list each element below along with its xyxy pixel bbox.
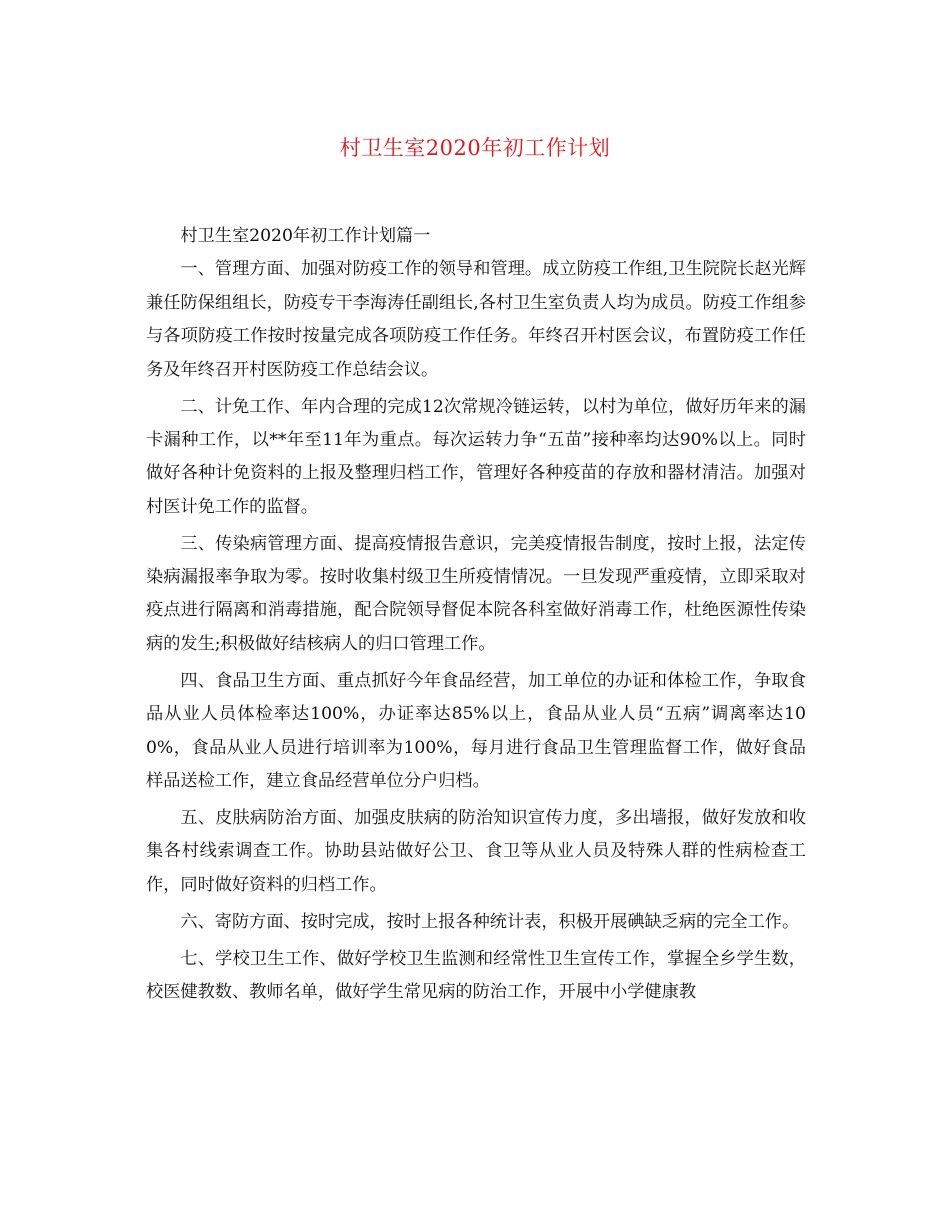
paragraph-parasite-prevention: 六、寄防方面、按时完成，按时上报各种统计表，积极开展碘缺乏病的完全工作。 xyxy=(180,911,800,932)
paragraph-skin-disease: 五、皮肤病防治方面、加强皮肤病的防治知识宣传力度，多出墙报，做好发放和收集各村线索调查工作。协助县站做好公卫、食卫等从业人员及特殊人群的性病检查工作，同时做好资料的归档工作。 xyxy=(146,807,806,895)
paragraph-immunization: 二、计免工作、年内合理的完成12次常规冷链运转，以村为单位，做好历年来的漏卡漏种工作，以**年至11年为重点。每次运转力争“五苗”接种率均达90%以上。同时做好各种计免资料的上报及整理归档工作，管理好各种疫苗的存放和器材清洁。加强对村医计免工作的监督。 xyxy=(146,396,806,517)
document-body xyxy=(146,220,806,1013)
document-title: 村卫生室2020年初工作计划 xyxy=(339,136,611,160)
paragraph-food-hygiene: 四、食品卫生方面、重点抓好今年食品经营，加工单位的办证和体检工作，争取食品从业人员体检率达100%，办证率达85%以上，食品从业人员“五病”调离率达100%，食品从业人员进行培训率为100%，每月进行食品卫生管理监督工作，做好食品样品送检工作，建立食品经营单位分户归档。 xyxy=(146,670,806,791)
paragraph-management: 一、管理方面、加强对防疫工作的领导和管理。成立防疫工作组,卫生院院长赵光辉兼任防保组组长，防疫专干李海涛任副组长,各村卫生室负责人均为成员。防疫工作组参与各项防疫工作按时按量完成各项防疫工作任务。年终召开村医会议，布置防疫工作任务及年终召开村医防疫工作总结会议。 xyxy=(146,259,806,380)
document-subtitle: 村卫生室2020年初工作计划篇一 xyxy=(180,226,431,246)
paragraph-infectious-disease: 三、传染病管理方面、提高疫情报告意识，完美疫情报告制度，按时上报，法定传染病漏报率争取为零。按时收集村级卫生所疫情情况。一旦发现严重疫情，立即采取对疫点进行隔离和消毒措施，配合院领导督促本院各科室做好消毒工作，杜绝医源性传染病的发生;积极做好结核病人的归口管理工作。 xyxy=(146,533,806,654)
paragraph-school-hygiene: 七、学校卫生工作、做好学校卫生监测和经常性卫生宣传工作，掌握全乡学生数，校医健教数、教师名单，做好学生常见病的防治工作，开展中小学健康教 xyxy=(146,948,806,1002)
